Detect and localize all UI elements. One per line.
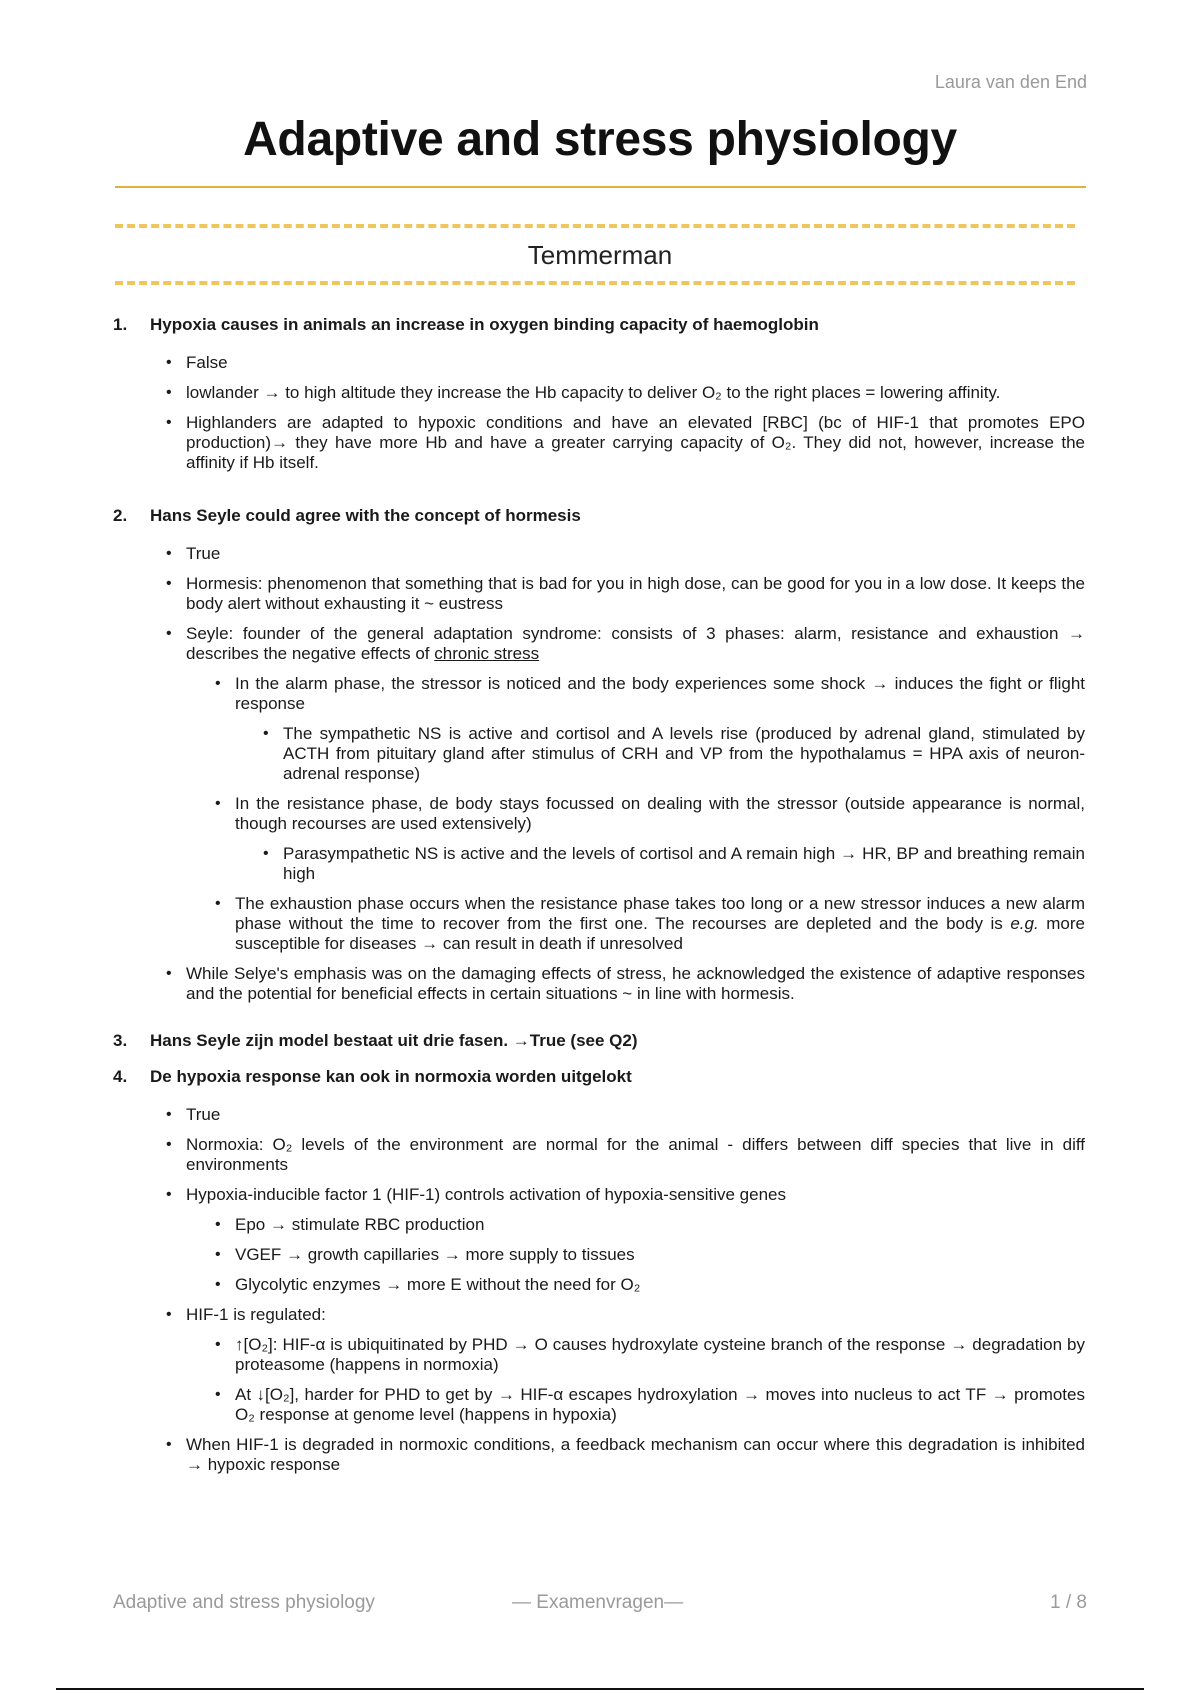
question-number: 4.: [113, 1067, 128, 1086]
list-item: • VGEF → growth capillaries → more supply to tissues: [235, 1245, 1085, 1265]
document-body: [113, 315, 1085, 1475]
author-name: Laura van den End: [934, 72, 1087, 92]
list-item: [186, 1305, 1085, 1425]
footer-title: Adaptive and stress physiology: [113, 1592, 375, 1613]
list-item: • The sympathetic NS is active and cortisol and A levels rise (produced by adrenal gland, stimulated by ACTH from pituitary gland after stimulus of CRH and VP from the hypothalamus = HPA axis of neuron-adrenal response): [283, 724, 1085, 784]
title-underline: [115, 186, 1086, 188]
resistance-sublist: [235, 844, 1085, 884]
question-text: Hans Seyle zijn model bestaat uit drie fasen. →: [150, 1031, 530, 1050]
list-item: • Epo → stimulate RBC production: [235, 1215, 1085, 1235]
resistance-phase-item: [235, 794, 1085, 884]
question-text: Hans Seyle could agree with the concept of hormesis: [150, 506, 581, 525]
list-item: • Highlanders are adapted to hypoxic conditions and have an elevated [RBC] (bc of HIF-1 that promotes EPO production)→ they have more Hb and have a greater carrying capacity of O₂. They did not, however, increase the affinity if Hb itself.: [186, 413, 1085, 473]
underlined-term: chronic stress: [434, 644, 540, 663]
list-item-text: HIF-1 is regulated:: [186, 1305, 326, 1324]
page-title: Adaptive and stress physiology: [243, 113, 957, 166]
list-item-text: In the alarm phase, the stressor is noticed and the body experiences some shock → induces the fight or flight response: [235, 674, 1085, 713]
bottom-divider: [56, 1688, 1144, 1690]
question-4: [113, 1067, 1085, 1087]
hif-regulation-list: [186, 1335, 1085, 1425]
alarm-sublist: [235, 724, 1085, 784]
question-1: [113, 315, 1085, 335]
list-item-text: In the resistance phase, de body stays focussed on dealing with the stressor (outside appearance is normal, though recourses are used extensively): [235, 794, 1085, 833]
list-item: • While Selye's emphasis was on the damaging effects of stress, he acknowledged the existence of adaptive responses and the potential for beneficial effects in certain situations ~ in line with hormesis.: [186, 964, 1085, 1004]
list-item: • Parasympathetic NS is active and the levels of cortisol and A remain high → HR, BP and breathing remain high: [283, 844, 1085, 884]
question-answer: True (see Q2): [529, 1031, 638, 1050]
section-subtitle: Temmerman: [527, 240, 673, 270]
exhaustion-phase-item: [235, 894, 1085, 954]
list-item: [186, 1185, 1085, 1295]
list-item: [186, 624, 1085, 954]
phase-list: [186, 674, 1085, 954]
list-item: • Normoxia: O₂ levels of the environment are normal for the animal - differs between diff species that live in diff environments: [186, 1135, 1085, 1175]
italic-eg: e.g.: [1010, 914, 1039, 933]
page-number: 1 / 8: [1050, 1592, 1087, 1613]
dashed-divider-top: [115, 224, 1075, 228]
question-number: 2.: [113, 506, 128, 525]
footer-section: — Examenvragen—: [512, 1592, 684, 1613]
question-2: [113, 506, 1085, 526]
list-item: • Glycolytic enzymes → more E without the need for O₂: [235, 1275, 1085, 1295]
list-item-text: Hypoxia-inducible factor 1 (HIF-1) controls activation of hypoxia-sensitive genes: [186, 1185, 786, 1204]
list-item: • Hormesis: phenomenon that something that is bad for you in high dose, can be good for you in a low dose. It keeps the body alert without exhausting it ~ eustress: [186, 574, 1085, 614]
question-1-answers: [113, 353, 1085, 473]
list-item: • At ↓[O₂], harder for PHD to get by → HIF-α escapes hydroxylation → moves into nucleus to act TF → promotes O₂ response at genome level (happens in hypoxia): [235, 1385, 1085, 1425]
list-item: • False: [186, 353, 1085, 373]
question-number: 3.: [113, 1031, 128, 1050]
list-item: • True: [186, 1105, 1085, 1125]
list-item: • When HIF-1 is degraded in normoxic conditions, a feedback mechanism can occur where this degradation is inhibited → hypoxic response: [186, 1435, 1085, 1475]
question-text: De hypoxia response kan ook in normoxia worden uitgelokt: [150, 1067, 632, 1086]
hif-targets-list: [186, 1215, 1085, 1295]
question-4-answers: [113, 1105, 1085, 1475]
question-2-answers: [113, 544, 1085, 1004]
question-3: [113, 1031, 1085, 1051]
list-item: • ↑[O₂]: HIF-α is ubiquitinated by PHD → O causes hydroxylate cysteine branch of the response → degradation by proteasome (happens in normoxia): [235, 1335, 1085, 1375]
list-item: • True: [186, 544, 1085, 564]
list-item-text: Seyle: founder of the general adaptation syndrome: consists of 3 phases: alarm, resistance and exhaustion → describes the negative effects of: [186, 624, 1085, 663]
question-text: Hypoxia causes in animals an increase in oxygen binding capacity of haemoglobin: [150, 315, 819, 334]
list-item-text: The exhaustion phase occurs when the resistance phase takes too long or a new stressor induces a new alarm phase without the time to recover from the first one. The recourses are depleted and the body is: [235, 894, 1085, 933]
question-number: 1.: [113, 315, 128, 334]
list-item-text: more susceptible for diseases → can result in death if unresolved: [235, 914, 1085, 953]
dashed-divider-bottom: [115, 281, 1075, 285]
list-item: • lowlander → to high altitude they increase the Hb capacity to deliver O₂ to the right places = lowering affinity.: [186, 383, 1085, 403]
alarm-phase-item: [235, 674, 1085, 784]
